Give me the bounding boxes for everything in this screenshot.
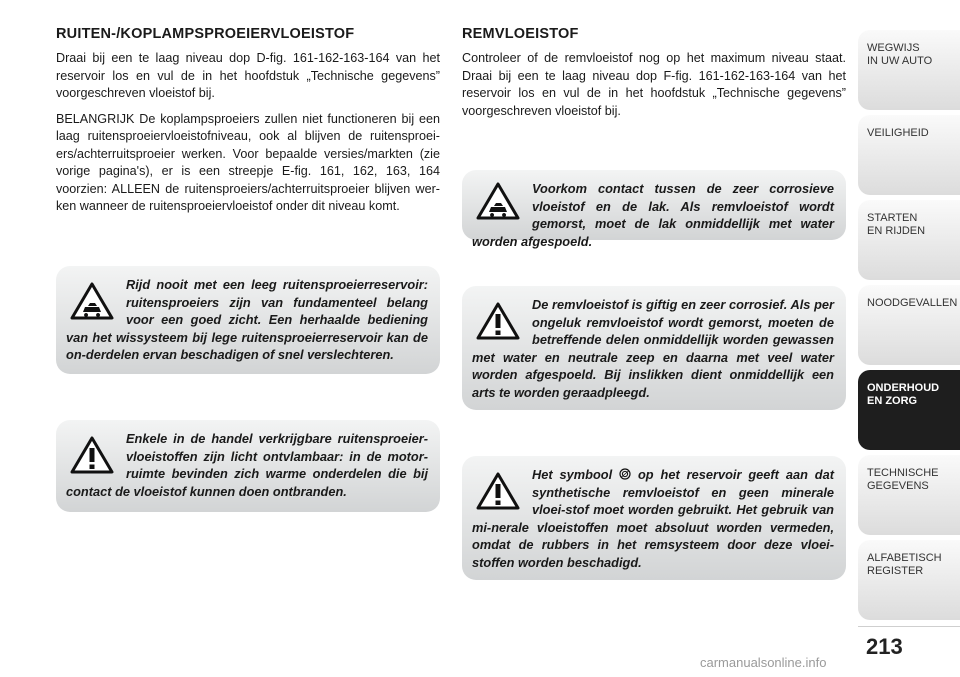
- tab-label: ONDERHOUD EN ZORG: [867, 382, 940, 407]
- exclamation-warning-icon: [70, 436, 114, 474]
- warning-text-empty-reservoir: Rijd nooit met een leeg ruitensproeierreservoir: ruitensproeiers zijn van fundamenteel belang voor een goed zicht. Een herhaalde bediening van het wissysteem bij lege ruitensproeierreservoir kan de on-derdelen ervan beschadigen of snel verslechteren.: [66, 277, 428, 362]
- page-number-divider: [858, 626, 960, 627]
- warning-box-empty-reservoir: [56, 266, 440, 374]
- tab-onderhoud[interactable]: [858, 370, 960, 450]
- car-warning-icon: [70, 282, 114, 320]
- warning-text-paint-contact: Voorkom contact tussen de zeer corrosieve vloeistof en de lak. Als remvloeistof wordt gemorst, moet de lak onmiddellijk met water worden afgespoeld.: [472, 181, 834, 249]
- tab-label: WEGWIJS IN UW AUTO: [867, 42, 933, 67]
- warning-box-synthetic-fluid: [462, 456, 846, 580]
- washer-fluid-paragraph-2: BELANGRIJK De koplampsproeiers zullen niet functioneren bij een laag ruitensproeiervloeistofniveau, ook al blijven de ruitensproei-ers/achterruitsproeier werken. Voor bepaalde versies/markten (zie vorige pagina's), er is een streepje E-fig. 161, 162, 163, 164 voorzien: ALLEEN de ruitensproeiers/achterruitsproeier blijven wer-ken wanneer de ruitensproeiervloeistof onder dit niveau komt.: [56, 111, 440, 213]
- brake-fluid-paragraph-1: Controleer of de remvloeistof nog op het maximum niveau staat. Draai bij een te laag niveau dop F-fig. 161-162-163-164 van het reservoir los en vul de in het hoofdstuk „Technische gegevens” voorgeschreven vloeistof bij.: [462, 51, 846, 118]
- warning-text-synthetic-fluid: [472, 466, 834, 571]
- warning-text-toxic: De remvloeistof is giftig en zeer corrosief. Als per ongeluk remvloeistof wordt gemorst, moeten de betreffende delen onmiddellijk worden gewassen met water en neutrale zeep en daarna met veel water worden afgespoeld. Bij inslikken dient onmiddellijk een arts te worden geraadpleegd.: [472, 297, 834, 400]
- exclamation-warning-icon: [476, 472, 520, 510]
- tab-noodgevallen[interactable]: [858, 285, 960, 365]
- tab-label: ALFABETISCH REGISTER: [867, 552, 942, 577]
- tab-label: NOODGEVALLEN: [867, 297, 958, 309]
- exclamation-warning-icon: [476, 302, 520, 340]
- tab-label: STARTEN EN RIJDEN: [867, 212, 926, 237]
- warning-box-toxic: [462, 286, 846, 410]
- tab-technische-gegevens[interactable]: [858, 455, 960, 535]
- car-warning-icon: [476, 182, 520, 220]
- watermark: carmanualsonline.info: [700, 655, 827, 670]
- brake-fluid-symbol-icon: [619, 468, 631, 480]
- warning-box-flammable: [56, 420, 440, 512]
- tab-veiligheid[interactable]: [858, 115, 960, 195]
- washer-fluid-paragraph-1: Draai bij een te laag niveau dop D-fig. 161-162-163-164 van het reservoir los en vul de in het hoofdstuk „Technische gegevens” voorgeschreven vloeistof bij.: [56, 51, 440, 100]
- left-column: [56, 26, 440, 224]
- tab-label: VEILIGHEID: [867, 127, 929, 139]
- section-title-washer-fluid: RUITEN-/KOPLAMPSPROEIERVLOEISTOF: [56, 26, 355, 42]
- warning-text-flammable: Enkele in de handel verkrijgbare ruitensproeier-vloeistoffen zijn licht ontvlambaar: in de motor-ruimte bevinden zich warme onderdelen die bij contact de vloeistof kunnen doen ontbranden.: [66, 431, 428, 499]
- warning-text-part-2: op het reservoir geeft aan dat synthetische remvloeistof en geen minerale vloei-stof moet worden gebruikt. Het gebruik van mi-nerale vloeistoffen moet absoluut worden vermeden, omdat de rubbers in het remsysteem door deze vloei-stoffen worden beschadigd.: [472, 467, 834, 570]
- page-number: 213: [866, 634, 903, 659]
- tab-starten[interactable]: [858, 200, 960, 280]
- chapter-tabs-sidebar: [858, 30, 960, 625]
- tab-register[interactable]: [858, 540, 960, 620]
- tab-label: TECHNISCHE GEGEVENS: [867, 467, 939, 492]
- right-column: [462, 26, 846, 128]
- section-title-brake-fluid: REMVLOEISTOF: [462, 26, 579, 42]
- tab-wegwijs[interactable]: [858, 30, 960, 110]
- warning-text-part-1: Het symbool: [532, 467, 620, 482]
- warning-box-paint-contact: [462, 170, 846, 249]
